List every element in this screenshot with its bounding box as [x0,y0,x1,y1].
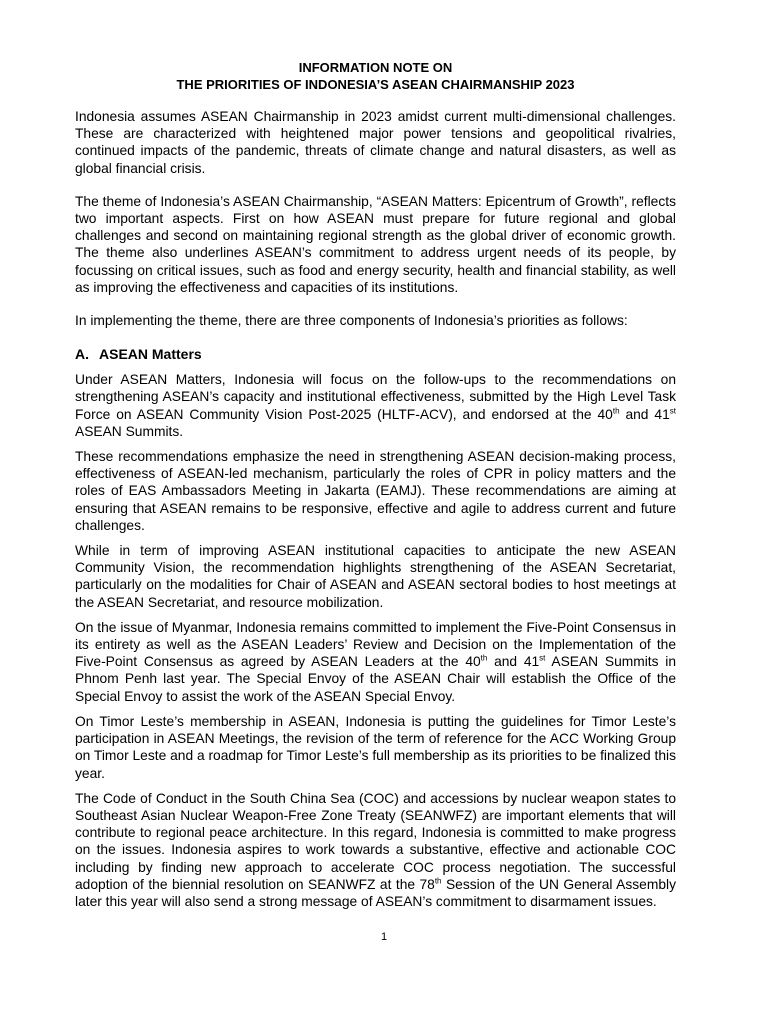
ordinal-suffix: th [434,876,442,886]
section-a-paragraph-1 [75,371,676,440]
section-a-letter: A. [75,346,89,363]
text-run: ASEAN Summits in Phnom Penh last year. The Special Envoy of the ASEAN Chair will establish the Office of the Special Envoy to assist the work of the ASEAN Special Envoy. [75,654,676,704]
document-page [75,59,676,918]
section-a-paragraph-5: On Timor Leste’s membership in ASEAN, Indonesia is putting the guidelines for Timor Leste’s participation in ASEAN Meetings, the revision of the term of reference for the ACC Working Group on Timor Leste and a roadmap for Timor Leste’s full membership as its priorities to be finalized this year. [75,713,676,781]
section-a-paragraph-6 [75,790,676,910]
ordinal-suffix: th [612,406,620,416]
section-a-heading [75,345,676,363]
ordinal-suffix: st [669,406,676,416]
title-line-2: THE PRIORITIES OF INDONESIA’S ASEAN CHAIRMANSHIP 2023 [176,77,575,92]
text-run: Under ASEAN Matters, Indonesia will focus on the follow-ups to the recommendations on strengthening ASEAN’s capacity and institutional effectiveness, submitted by the High Level Task Force on ASEAN Community Vision Post-2025 (HLTF-ACV), and endorsed at the 40 [75,372,676,422]
text-run: The Code of Conduct in the South China Sea (COC) and accessions by nuclear weapon states to Southeast Asian Nuclear Weapon-Free Zone Treaty (SEANWFZ) are important elements that will contribute to regional peace architecture. In this regard, Indonesia is committed to make progress on the issues. Indonesia aspires to work towards a substantive, effective and actionable COC including by finding new approach to accelerate COC process negotiation. The successful adoption of the biennial resolution on SEANWFZ at the 78 [75,790,676,892]
text-run: Session of the UN General Assembly later this year will also send a strong message of ASEAN’s commitment to disarmament issues. [75,876,676,909]
ordinal-suffix: th [480,653,488,663]
text-run: and 41 [487,654,540,670]
section-a-paragraph-4 [75,619,676,705]
section-a-paragraph-2: These recommendations emphasize the need in strengthening ASEAN decision-making process, effectiveness of ASEAN-led mechanism, particularly the roles of CPR in policy matters and the roles of EAS Ambassadors Meeting in Jakarta (EAMJ). These recommendations are aiming at ensuring that ASEAN remains to be responsive, effective and agile to address current and future challenges. [75,449,676,533]
text-run: On the issue of Myanmar, Indonesia remains committed to implement the Five-Point Consensus in its entirety as well as the ASEAN Leaders’ Review and Decision on the Implementation of the Five-Point Consensus as agreed by ASEAN Leaders at the 40 [75,619,676,670]
section-a-title: ASEAN Matters [99,346,202,363]
page-number: 1 [380,931,388,943]
intro-paragraph-2: The theme of Indonesia’s ASEAN Chairmanship, “ASEAN Matters: Epicentrum of Growth”, reflects two important aspects. First on how ASEAN must prepare for future regional and global challenges and second on maintaining regional strength as the global driver of economic growth. The theme also underlines ASEAN’s commitment to address urgent needs of its people, by focussing on critical issues, such as food and energy security, health and financial stability, as well as improving the effectiveness and capacities of its institutions. [75,193,676,295]
intro-paragraph-3: In implementing the theme, there are three components of Indonesia’s priorities as follows: [75,313,628,329]
document-title [75,59,676,93]
title-line-1: INFORMATION NOTE ON [298,60,453,75]
intro-paragraph-1: Indonesia assumes ASEAN Chairmanship in 2023 amidst current multi-dimensional challenges. These are characterized with heightened major power tensions and geopolitical rivalries, continued impacts of the pandemic, threats of climate change and natural disasters, as well as global financial crisis. [75,109,676,176]
ordinal-suffix: st [539,653,546,663]
text-run: and 41 [619,406,670,422]
text-run: ASEAN Summits. [75,423,184,439]
section-a-paragraph-3: While in term of improving ASEAN institutional capacities to anticipate the new ASEAN Community Vision, the recommendation highlights strengthening of the ASEAN Secretariat, particularly on the modalities for Chair of ASEAN and ASEAN sectoral bodies to host meetings at the ASEAN Secretariat, and resource mobilization. [75,543,676,610]
